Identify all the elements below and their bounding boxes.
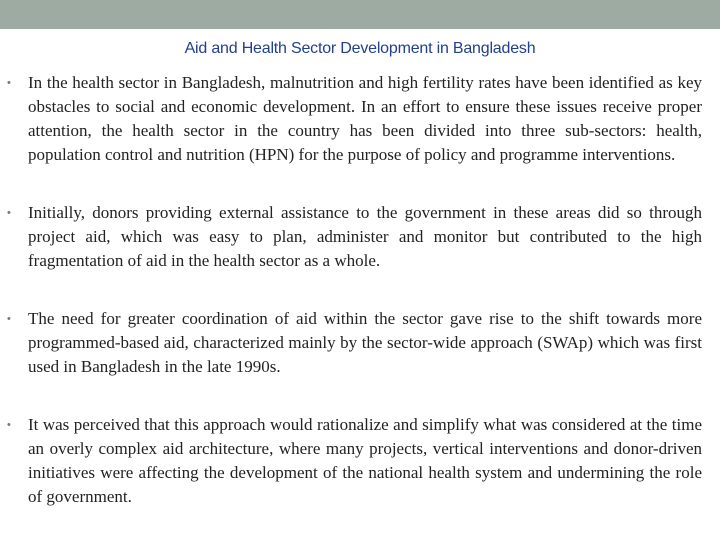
bullet-item bbox=[7, 413, 702, 509]
bullet-item bbox=[7, 307, 702, 379]
bullet-text: In the health sector in Bangladesh, malnutrition and high fertility rates have been identified as key obstacles to social and economic development. In an effort to ensure these issues receive proper attention, the health sector in the country has been divided into three sub-sectors: health, population control and nutrition (HPN) for the purpose of policy and programme interventions. bbox=[28, 73, 702, 164]
bullet-dot-icon: • bbox=[7, 313, 11, 325]
bullet-item bbox=[7, 71, 702, 167]
bullet-dot-icon: • bbox=[7, 207, 11, 219]
bullet-text: It was perceived that this approach would rationalize and simplify what was considered at the time an overly complex aid architecture, where many projects, vertical interventions and donor-driven initiatives were affecting the development of the national health system and undermining the role of government. bbox=[28, 415, 702, 506]
bullet-text: Initially, donors providing external assistance to the government in these areas did so through project aid, which was easy to plan, administer and monitor but contributed to the high fragmentation of aid in the health sector as a whole. bbox=[28, 203, 702, 270]
bullet-list bbox=[7, 71, 702, 509]
bullet-item bbox=[7, 201, 702, 273]
bullet-dot-icon: • bbox=[7, 77, 11, 89]
slide-title: Aid and Health Sector Development in Bangladesh bbox=[184, 40, 536, 57]
top-decorative-band bbox=[0, 0, 720, 29]
bullet-dot-icon: • bbox=[7, 419, 11, 431]
bullet-text: The need for greater coordination of aid within the sector gave rise to the shift towards more programmed-based aid, characterized mainly by the sector-wide approach (SWAp) which was first used in Bangladesh in the late 1990s. bbox=[28, 309, 702, 376]
